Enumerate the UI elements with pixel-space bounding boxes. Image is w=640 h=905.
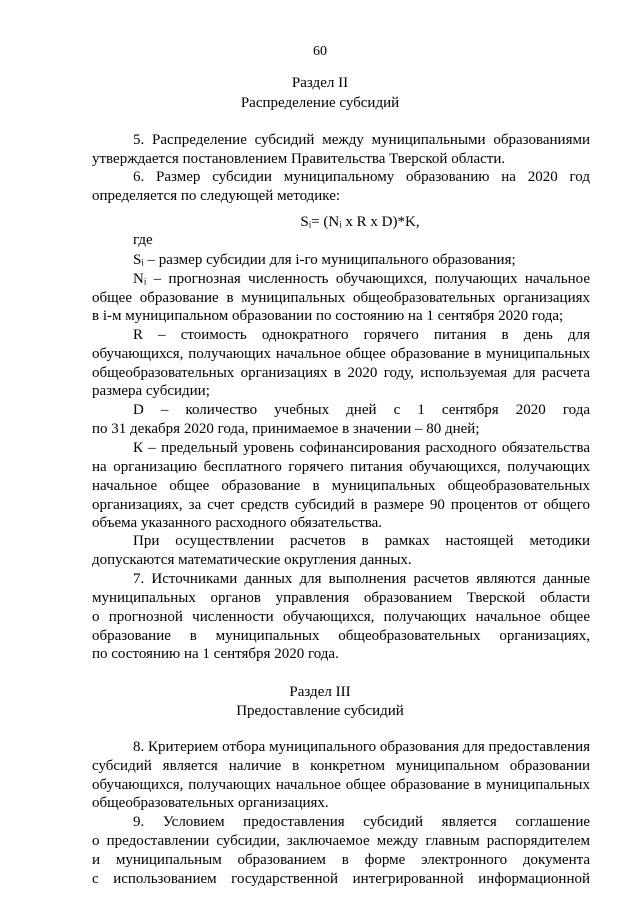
paragraph-line: К – предельный уровень софинансирования расходного обязательства (133, 440, 590, 456)
page-number: 60 (313, 44, 327, 59)
paragraph-line: субсидий является наличие в конкретном муниципальном образовании (92, 758, 590, 774)
paragraph-line: организациях, за счет средств субсидий в размере 90 процентов от общего (92, 497, 590, 513)
paragraph-line: Sᵢ – размер субсидии для i-го муниципального образования; (133, 252, 516, 268)
paragraph-line: обучающихся, получающих начальное общее образование в муниципальных (92, 777, 590, 793)
paragraph-line: и муниципальным образованием в форме электронного документа (92, 852, 590, 868)
formula-where-label: где (133, 232, 153, 248)
paragraph-line: определяется по следующей методике: (92, 188, 341, 204)
paragraph-line: 5. Распределение субсидий между муниципальными образованиями (133, 132, 590, 148)
paragraph-line: общеобразовательных организациях в 2020 году, используемая для расчета (92, 365, 590, 381)
paragraph-line: допускаются математические округления данных. (92, 552, 412, 568)
paragraph-line: по состоянию на 1 сентября 2020 года. (92, 646, 339, 662)
paragraph-line: с использованием государственной интегрированной информационной (92, 871, 590, 887)
paragraph-line: общее образование в муниципальных общеобразовательных организациях (92, 290, 590, 306)
paragraph-line: При осуществлении расчетов в рамках настоящей методики (133, 533, 590, 549)
paragraph-line: D – количество учебных дней с 1 сентября 2020 года (133, 402, 590, 418)
paragraph-line: Nᵢ – прогнозная численность обучающихся, получающих начальное (133, 271, 590, 287)
paragraph-line: о предоставлении субсидии, заключаемое между главным распорядителем (92, 833, 590, 849)
paragraph-line: по 31 декабря 2020 года, принимаемое в значении – 80 дней; (92, 421, 480, 437)
paragraph-line: образование в муниципальных общеобразовательных организациях, (92, 628, 590, 644)
section-3-subtitle: Предоставление субсидий (236, 703, 404, 719)
paragraph-line: общеобразовательных организациях. (92, 795, 329, 811)
section-2-subtitle: Распределение субсидий (240, 95, 400, 111)
section-2-title: Раздел II (291, 75, 349, 91)
paragraph-line: в i-м муниципальном образовании по состоянию на 1 сентября 2020 года; (92, 308, 564, 324)
paragraph-line: на организацию бесплатного горячего питания обучающихся, получающих (92, 459, 590, 475)
paragraph-line: R – стоимость однократного горячего питания в день для (133, 327, 590, 343)
paragraph-line: 9. Условием предоставления субсидий является соглашение (133, 814, 590, 830)
subsidy-formula: Sᵢ= (Nᵢ x R x D)*K, (300, 214, 420, 230)
paragraph-line: 8. Критерием отбора муниципального образования для предоставления (133, 739, 591, 755)
paragraph-line: муниципальных органов управления образованием Тверской области (92, 590, 590, 606)
paragraph-line: 6. Размер субсидии муниципальному образованию на 2020 год (133, 169, 590, 185)
section-3-title: Раздел III (289, 684, 351, 700)
paragraph-line: объема указанного расходного обязательства. (92, 515, 383, 531)
paragraph-line: размера субсидии; (92, 383, 210, 399)
paragraph-line: утверждается постановлением Правительства Тверской области. (92, 151, 506, 167)
paragraph-line: 7. Источниками данных для выполнения расчетов являются данные (133, 571, 590, 587)
paragraph-line: обучающихся, получающих начальное общее образование в муниципальных (92, 346, 590, 362)
paragraph-line: начальное общее образование в муниципальных общеобразовательных (92, 478, 590, 494)
paragraph-line: о прогнозной численности обучающихся, получающих начальное общее (92, 609, 590, 625)
